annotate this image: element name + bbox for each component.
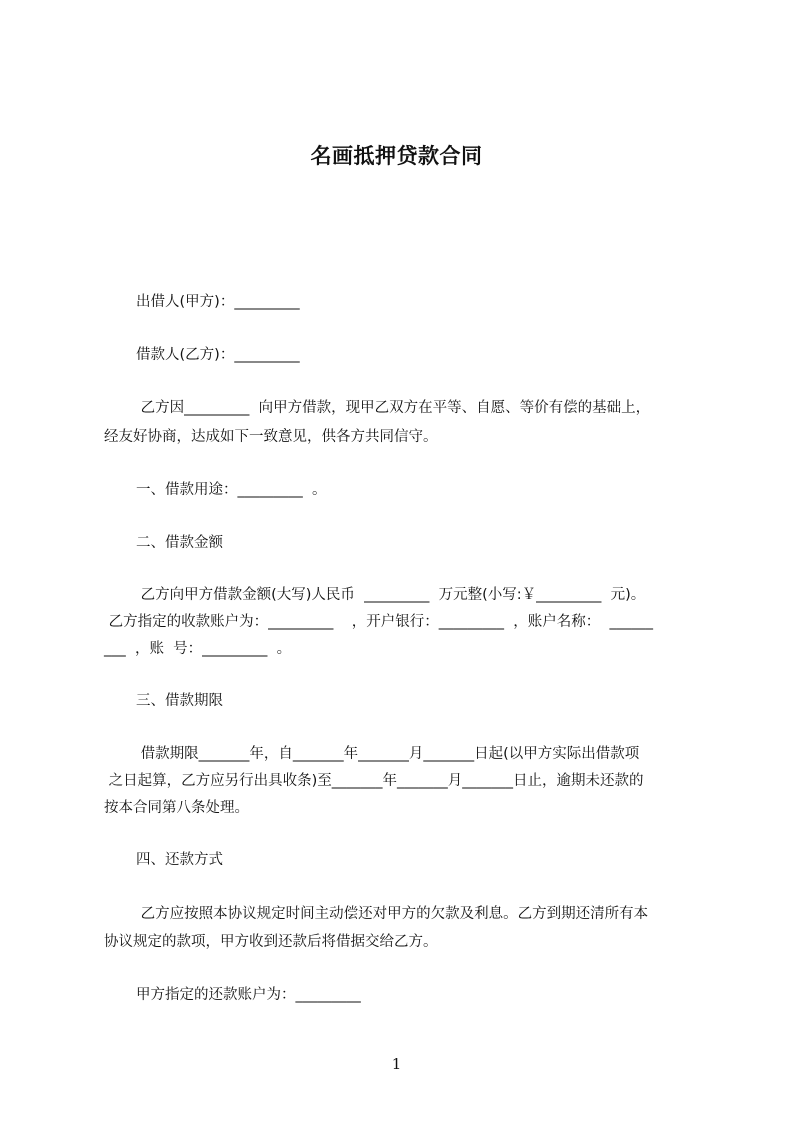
section-2-line-1: 乙方向甲方借款金额(大写)人民币 _________ 万元整(小写:￥_________ 元)。 [136,587,646,603]
lender-field: 出借人(甲方)：_________ [136,294,300,310]
borrower-field: 借款人(乙方)：_________ [136,347,300,363]
repay-account-field: 甲方指定的还款账户为：_________ [136,987,361,1003]
section-4-heading: 四、还款方式 [136,852,223,868]
section-4-line-1: 乙方应按照本协议规定时间主动偿还对甲方的欠款及利息。乙方到期还清所有本 [136,906,649,922]
section-4-line-2: 协议规定的款项，甲方收到还款后将借据交给乙方。 [104,934,438,950]
section-3-heading: 三、借款期限 [136,693,223,709]
section-2-heading: 二、借款金额 [136,535,223,551]
intro-line-2: 经友好协商，达成如下一致意见，供各方共同信守。 [104,429,438,445]
section-3-line-3: 按本合同第八条处理。 [104,800,249,816]
section-3-line-1: 借款期限_______年，自_______年_______月_______日起(以甲方实际出借款项 [136,746,640,762]
section-1-purpose: 一、借款用途：_________ 。 [136,482,327,498]
intro-line-1: 乙方因_________ 向甲方借款，现甲乙双方在平等、自愿、等价有偿的基础上， [136,400,651,416]
section-2-line-2: 乙方指定的收款账户为：_________ ，开户银行：_________ ，账户名称： ______ [104,614,653,630]
section-3-line-2: 之日起算，乙方应另行出具收条)至_______年_______月_______日止，逾期未还款的 [104,773,644,789]
page-number: 1 [391,1055,402,1073]
contract-title: 名画抵押贷款合同 [310,144,483,168]
section-2-line-3: ___ ，账 号：_________ 。 [104,641,292,657]
